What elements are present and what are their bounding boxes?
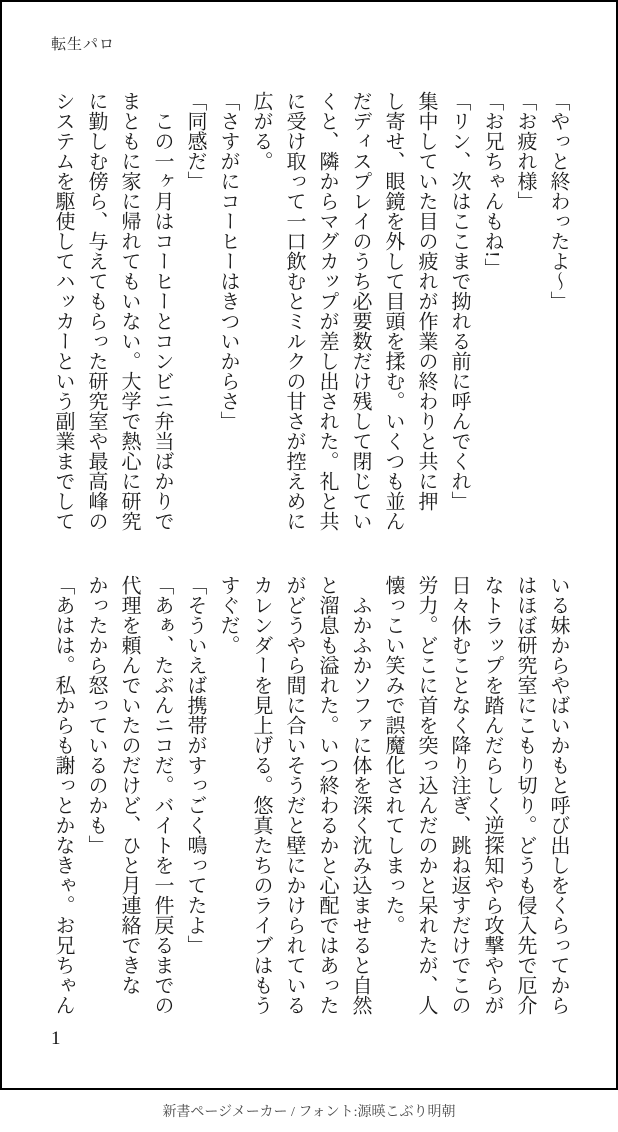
text-column: 「さすがにコーヒーはきついからさ」 xyxy=(217,91,239,431)
text-column: いる妹からやばいかもと呼び出しをくらってから xyxy=(547,575,569,1015)
text-column: し寄せ、眼鏡を外して目頭を揉む。いくつも並ん xyxy=(382,91,404,531)
text-column: ふかふかソファに体を深く沈み込ませると自然 xyxy=(349,575,371,1015)
text-column: 代理を頼んでいたのだけど、ひと月連絡できな xyxy=(118,575,140,995)
text-column: がどうやら間に合いそうだと壁にかけられている xyxy=(283,575,305,1015)
text-column: この一ヶ月はコーヒーとコンビニ弁当ばかりで xyxy=(151,91,173,531)
text-column: 「あぁ、たぶんニコだ。バイトを一件戻るまでの xyxy=(151,575,173,1015)
text-column: 「そういえば携帯がすっごく鳴ってたよ」 xyxy=(184,575,206,955)
text-column: と溜息も溢れた。いつ終わるかと心配ではあった xyxy=(316,575,338,1015)
text-column: 懐っこい笑みで誤魔化されてしまった。 xyxy=(382,575,404,935)
text-column: くと、隣からマグカップが差し出された。礼と共 xyxy=(316,91,338,531)
text-column: はほぼ研究室にこもり切り。どうも侵入先で厄介 xyxy=(514,575,536,1015)
text-column: システムを駆使してハッカーという副業までして xyxy=(52,91,74,531)
page-title: 転生パロ xyxy=(51,37,116,53)
text-column: 労力。どこに首を突っ込んだのかと呆れたが、人 xyxy=(415,575,437,1015)
text-column: 「お疲れ様」 xyxy=(514,91,536,211)
text-column: カレンダーを見上げる。悠真たちのライブはもう xyxy=(250,575,272,1015)
text-column: 「やっと終わったよ〜」 xyxy=(547,91,569,311)
text-column: すぐだ。 xyxy=(217,575,239,655)
text-column: 「同感だ」 xyxy=(184,91,206,191)
text-column: に受け取って一口飲むとミルクの甘さが控えめに xyxy=(283,91,305,531)
vertical-text-block-lower xyxy=(46,575,574,1020)
page-number: 1 xyxy=(51,1028,61,1049)
text-column: 集中していた目の疲れが作業の終わりと共に押 xyxy=(415,91,437,511)
text-column: 「お兄ちゃんもね!」 xyxy=(481,91,503,278)
text-column: まともに家に帰れてもいない。大学で熱心に研究 xyxy=(118,91,140,531)
text-column: 日々休むことなく降り注ぎ、跳ね返すだけでこの xyxy=(448,575,470,1015)
text-column: だディスプレイのうち必要数だけ残して閉じてい xyxy=(349,91,371,531)
footer-credit: 新書ページメーカー / フォント:源暎こぶり明朝 xyxy=(162,1105,456,1120)
text-column: かったから怒っているのかも」 xyxy=(85,575,107,855)
vertical-text-block-upper xyxy=(46,91,574,536)
text-column: 広がる。 xyxy=(250,91,272,171)
text-column: に勤しむ傍ら、与えてもらった研究室や最高峰の xyxy=(85,91,107,531)
text-column: 「あはは。私からも謝っとかなきゃ。お兄ちゃん xyxy=(52,575,74,1015)
text-column: なトラップを踏んだらしく逆探知やら攻撃やらが xyxy=(481,575,503,1015)
text-column: 「リン、次はここまで拗れる前に呼んでくれ」 xyxy=(448,91,470,511)
